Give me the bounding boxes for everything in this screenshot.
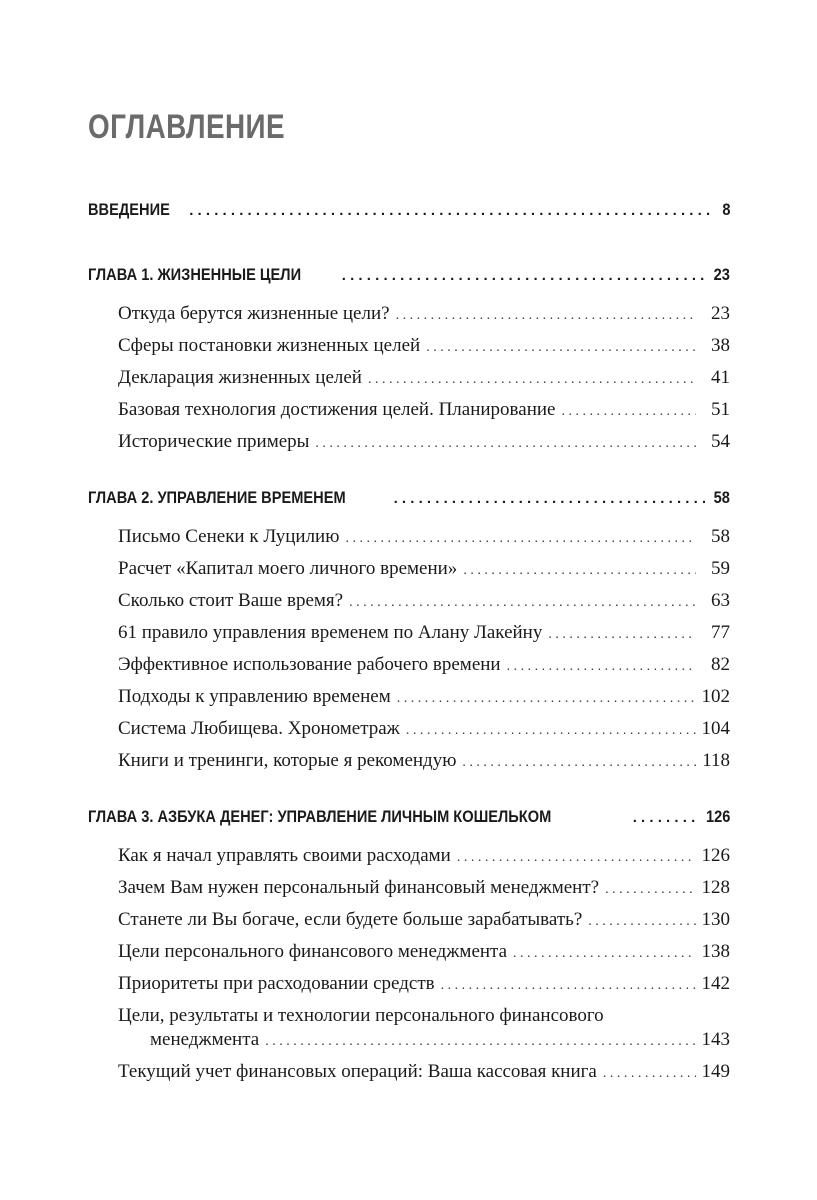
toc-page-number: 126 bbox=[701, 845, 730, 866]
toc-section-label: Расчет «Капитал моего личного времени» bbox=[118, 558, 458, 579]
dot-leader bbox=[463, 563, 696, 579]
toc-section-label: Письмо Сенеки к Луцилию bbox=[118, 526, 340, 547]
toc-page-number: 23 bbox=[713, 265, 730, 284]
toc-page-number: 77 bbox=[711, 622, 730, 643]
toc-section[interactable] bbox=[118, 303, 730, 325]
dot-leader bbox=[349, 595, 696, 611]
toc-page-number: 82 bbox=[711, 654, 730, 675]
dot-leader bbox=[315, 436, 696, 452]
toc-page-number: 23 bbox=[711, 303, 730, 324]
toc-section[interactable] bbox=[118, 367, 730, 389]
toc-section[interactable] bbox=[118, 909, 730, 931]
toc-page-number: 118 bbox=[702, 750, 730, 771]
toc-section-label: Цели персонального финансового менеджмента bbox=[118, 941, 508, 962]
dot-leader bbox=[462, 755, 696, 771]
toc-section-label: Книги и тренинги, которые я рекомендую bbox=[118, 750, 457, 771]
toc-section[interactable] bbox=[118, 1061, 730, 1083]
toc-page-number: 143 bbox=[701, 1029, 730, 1050]
toc-section-label: Эффективное использование рабочего времени bbox=[118, 654, 501, 675]
toc-section[interactable] bbox=[118, 399, 730, 421]
dot-leader bbox=[513, 946, 695, 962]
toc-section[interactable] bbox=[118, 973, 730, 995]
toc-entry-introduction[interactable] bbox=[88, 200, 730, 220]
toc-page-number: 130 bbox=[701, 909, 730, 930]
dot-leader bbox=[457, 850, 696, 866]
dot-leader bbox=[394, 490, 706, 507]
toc-section[interactable] bbox=[118, 718, 730, 740]
dot-leader bbox=[189, 202, 714, 219]
dot-leader bbox=[561, 404, 696, 420]
toc-section[interactable] bbox=[118, 622, 730, 644]
toc-section[interactable] bbox=[118, 877, 730, 899]
dot-leader bbox=[605, 882, 695, 898]
toc-page-number: 142 bbox=[701, 973, 730, 994]
toc-section-label: Исторические примеры bbox=[118, 431, 310, 452]
toc-section[interactable] bbox=[118, 431, 730, 453]
toc-section[interactable] bbox=[118, 654, 730, 676]
toc-section-label: Декларация жизненных целей bbox=[118, 367, 362, 388]
toc-page-number: 63 bbox=[711, 590, 730, 611]
toc-section[interactable] bbox=[150, 1029, 730, 1051]
toc-section-label: Приоритеты при расходовании средств bbox=[118, 973, 435, 994]
toc-section-label: менеджмента bbox=[150, 1029, 260, 1050]
toc-page-number: 149 bbox=[701, 1061, 730, 1082]
dot-leader bbox=[406, 723, 696, 739]
toc-section[interactable] bbox=[118, 750, 730, 772]
toc-section[interactable] bbox=[118, 558, 730, 580]
dot-leader bbox=[588, 914, 695, 930]
toc-page-number: 102 bbox=[701, 686, 730, 707]
toc-section-label: Станете ли Вы богаче, если будете больше зарабатывать? bbox=[118, 909, 583, 930]
toc-page-number: 104 bbox=[701, 718, 730, 739]
toc-section-label: 61 правило управления временем по Алану Лакейну bbox=[118, 622, 543, 643]
toc-page-number: 126 bbox=[705, 807, 730, 826]
toc-section-label: Зачем Вам нужен персональный финансовый менеджмент? bbox=[118, 877, 600, 898]
toc-page-number: 51 bbox=[711, 399, 730, 420]
toc-section[interactable] bbox=[118, 335, 730, 357]
toc-chapter-label: ГЛАВА 3. АЗБУКА ДЕНЕГ: УПРАВЛЕНИЕ ЛИЧНЫМ КОШЕЛЬКОМ bbox=[88, 807, 552, 826]
toc-page-number: 58 bbox=[713, 488, 730, 507]
toc-page-number: 38 bbox=[711, 335, 730, 356]
dot-leader bbox=[265, 1034, 695, 1050]
toc-section-label: Подходы к управлению временем bbox=[118, 686, 391, 707]
toc-chapter-label: ГЛАВА 2. УПРАВЛЕНИЕ ВРЕМЕНЕМ bbox=[88, 488, 346, 507]
dot-leader bbox=[368, 372, 696, 388]
toc-page-number: 138 bbox=[701, 941, 730, 962]
dot-leader bbox=[342, 267, 705, 284]
toc-page-number: 128 bbox=[701, 877, 730, 898]
toc-section-label-line1[interactable]: Цели, результаты и технологии персонального финансового bbox=[118, 1005, 604, 1026]
dot-leader bbox=[397, 691, 696, 707]
toc-chapter-label: ГЛАВА 1. ЖИЗНЕННЫЕ ЦЕЛИ bbox=[88, 265, 302, 284]
toc-section-label: Откуда берутся жизненные цели? bbox=[118, 303, 390, 324]
dot-leader bbox=[603, 1066, 696, 1082]
toc-section[interactable] bbox=[118, 526, 730, 548]
toc-section-label: Базовая технология достижения целей. Планирование bbox=[118, 399, 556, 420]
toc-page-number: 54 bbox=[711, 431, 730, 452]
toc-chapter-1[interactable] bbox=[88, 265, 730, 285]
dot-leader bbox=[633, 809, 696, 826]
toc-section[interactable] bbox=[118, 941, 730, 963]
toc-section-label: Текущий учет финансовых операций: Ваша кассовая книга bbox=[118, 1061, 597, 1082]
dot-leader bbox=[507, 659, 696, 675]
dot-leader bbox=[548, 627, 696, 643]
toc-section-label: Система Любищева. Хронометраж bbox=[118, 718, 400, 739]
toc-chapter-2[interactable] bbox=[88, 488, 730, 508]
toc-section-label: Сколько стоит Ваше время? bbox=[118, 590, 344, 611]
toc-section[interactable] bbox=[118, 686, 730, 708]
toc-page-number: 8 bbox=[721, 200, 730, 219]
dot-leader bbox=[345, 531, 696, 547]
dot-leader bbox=[441, 978, 696, 994]
dot-leader bbox=[396, 308, 696, 324]
toc-section-label: Сферы постановки жизненных целей bbox=[118, 335, 421, 356]
page-title: ОГЛАВЛЕНИЕ bbox=[88, 108, 285, 146]
dot-leader bbox=[426, 340, 696, 356]
toc-chapter-3[interactable] bbox=[88, 807, 730, 827]
toc-page-number: 41 bbox=[711, 367, 730, 388]
toc-page-number: 59 bbox=[711, 558, 730, 579]
toc-section[interactable] bbox=[118, 845, 730, 867]
toc-section[interactable] bbox=[118, 590, 730, 612]
toc-page-number: 58 bbox=[711, 526, 730, 547]
toc-entry-label: ВВЕДЕНИЕ bbox=[88, 200, 170, 219]
toc-section-label: Как я начал управлять своими расходами bbox=[118, 845, 451, 866]
